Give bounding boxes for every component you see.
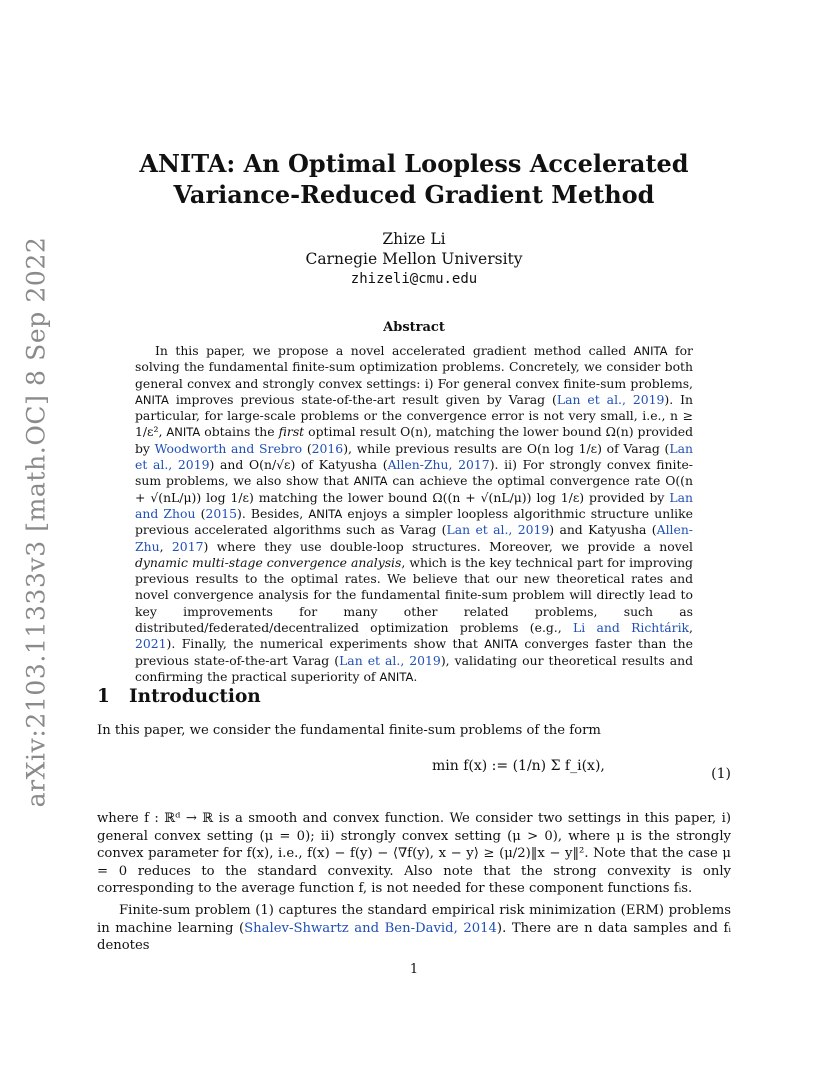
paragraph-text: ). There are n data samples and fᵢ denotes: [97, 920, 732, 953]
abstract-text: obtains the: [200, 424, 279, 440]
emphasis: first: [278, 424, 305, 440]
section-number: 1: [97, 686, 110, 707]
author-affiliation: Carnegie Mellon University: [305, 250, 523, 268]
method-name: ANITA: [633, 344, 668, 358]
method-name: ANITA: [135, 392, 169, 407]
author-name: Zhize Li: [382, 230, 446, 248]
paragraph-text: where f : ℝᵈ → ℝ is a smooth and convex function. We consider two settings in this paper, i) general convex setting (μ = 0); ii) strongly convex setting (μ > 0), where μ is the strongly convex parameter for f(x), i.e., f(x) − f(y) − ⟨∇f(y), x − y⟩ ≥ (μ/2)‖x − y‖². Note that the case μ = 0 reduces to the standard convexity. Also note that the strong convexity is only corresponding to the average function f, is not needed for these component functions fᵢs.: [97, 811, 731, 896]
abstract-text: ) where they use double-loop structures. Moreover, we provide a novel: [203, 538, 693, 554]
abstract-text: ). Finally, the numerical experiments show that: [166, 636, 485, 652]
abstract-text: In this paper, we propose a novel accelerated gradient method called: [155, 343, 634, 358]
abstract-text: optimal result O(n), matching the lower bound Ω(n) provided by: [135, 424, 694, 456]
abstract-text: , while previous results are O(n log 1/ε) of Varag (: [348, 440, 670, 456]
method-name: ANITA: [484, 637, 519, 652]
abstract-text: for solving the fundamental finite-sum optimization problems. Concretely, we consider both general convex and strongly convex settings: i) For general convex finite-sum problems,: [135, 343, 693, 391]
abstract-text: ). Besides,: [237, 505, 309, 521]
method-name: ANITA: [308, 506, 343, 521]
citation-link[interactable]: Allen-Zhu, 2017: [387, 457, 490, 473]
title-line-2: Variance-Reduced Gradient Method: [173, 180, 655, 209]
abstract-text: ). In particular, for large-scale problems or the convergence error is not very small, i.e., n ≥ 1/ε²,: [135, 391, 693, 440]
paragraph-text: [97, 902, 731, 955]
abstract-text: ). ii) For strongly convex finite-sum problems, we also show that: [135, 457, 693, 489]
citation-link[interactable]: Lan et al., 2019: [446, 522, 550, 538]
method-name: ANITA: [166, 425, 201, 440]
section-heading: [97, 686, 261, 707]
paragraph-text: Finite-sum problem (1) captures the standard empirical risk minimization (ERM) problems in machine learning (: [97, 903, 731, 936]
abstract-text: , which is the key technical part for improving previous results to the optimal rates. We believe that our new theoretical rates and novel convergence analysis for the fundamental finite-sum problem will directly lead to key improvements for many other related problems, such as distributed/federated/decentralized optimization problems (e.g.,: [135, 554, 693, 636]
citation-link[interactable]: Shalev-Shwartz and Ben-David, 2014: [244, 920, 497, 936]
arxiv-sidebar-stamp: [12, 236, 60, 808]
citation-year-link[interactable]: 2016: [311, 440, 344, 456]
equation-1: [97, 752, 731, 802]
citation-link[interactable]: Li and Richtárik: [572, 620, 690, 636]
paragraph-text: In this paper, we consider the fundamental finite-sum problems of the form: [97, 723, 601, 738]
citation-link[interactable]: Lan et al., 2019: [556, 391, 665, 407]
citation-link[interactable]: Woodworth and Srebro: [154, 440, 303, 456]
author-block: [0, 229, 828, 289]
citation-link[interactable]: Lan et al., 2019: [135, 440, 693, 473]
title-line-1: ANITA: An Optimal Loopless Accelerated: [139, 149, 689, 178]
abstract-text: improves previous state-of-the-art result given by Varag (: [168, 391, 557, 407]
abstract-body: [135, 343, 693, 685]
abstract-text: enjoys a simpler loopless algorithmic structure unlike previous accelerated algorithms such as Varag (: [135, 505, 693, 538]
author-email: zhizeli@cmu.edu: [350, 271, 478, 287]
method-name: ANITA: [353, 474, 388, 489]
abstract-text: ), validating our theoretical results and confirming the practical superiority of: [135, 652, 694, 684]
equation-expression: min f(x) := (1/n) Σ f_i(x),: [432, 758, 605, 774]
abstract-text: ) and O(n/√ε) of Katyusha (: [209, 457, 388, 473]
abstract-text: converges faster than the previous state-of-the-art Varag (: [135, 636, 693, 668]
section-title: Introduction: [129, 686, 261, 707]
abstract-paragraph: In this paper, we propose a novel accelerated gradient method called ANITA for solving the fundamental finite-sum optimization problems. Concretely, we consider both general convex and strongly convex settings: i) For general convex finite-sum problems, ANITA improves previous state-of-the-art result given by Varag (Lan et al., 2019). In particular, for large-scale problems or the convergence error is not very small, i.e., n ≥ 1/ε², ANITA obtains the first optimal result O(n), matching the lower bound Ω(n) provided by Woodworth and Srebro (2016), while previous results are O(n log 1/ε) of Varag (Lan et al., 2019) and O(n/√ε) of Katyusha (Allen-Zhu, 2017). ii) For strongly convex finite-sum problems, we also show that ANITA can achieve the optimal convergence rate O((n + √(nL/μ)) log 1/ε) matching the lower bound Ω((n + √(nL/μ)) log 1/ε) provided by Lan and Zhou (2015). Besides, ANITA enjoys a simpler loopless algorithmic structure unlike previous accelerated algorithms such as Varag (Lan et al., 2019) and Katyusha (Allen-Zhu, 2017) where they use double-loop structures. Moreover, we provide a novel dynamic multi-stage convergence analysis, which is the key technical part for improving previous results to the optimal rates. We believe that our new theoretical rates and novel convergence analysis for the fundamental finite-sum problem will directly lead to key improvements for many other related problems, such as distributed/federated/decentralized optimization problems (e.g., Li and Richtárik, 2021). Finally, the numerical experiments show that ANITA converges faster than the previous state-of-the-art Varag (Lan et al., 2019), validating our theoretical results and confirming the practical superiority of ANITA.: [135, 343, 694, 684]
abstract-text: ) and Katyusha (: [549, 522, 657, 538]
citation-year-link[interactable]: 2021: [135, 636, 167, 652]
intro-paragraph-1: [97, 722, 731, 740]
intro-paragraph-3: [97, 902, 731, 955]
citation-link[interactable]: Allen-Zhu: [135, 522, 693, 554]
emphasis: dynamic multi-stage convergence analysis: [135, 554, 402, 570]
page-number: 1: [409, 962, 419, 977]
citation-link[interactable]: Lan et al., 2019: [339, 652, 441, 668]
equation-number: (1): [711, 766, 731, 782]
method-name: ANITA: [379, 669, 414, 684]
citation-year-link[interactable]: 2015: [205, 505, 237, 521]
abstract-heading: Abstract: [383, 320, 445, 335]
arxiv-identifier: arXiv:2103.11333v3 [math.OC] 8 Sep 2022: [21, 236, 51, 808]
paper-title: [0, 148, 828, 210]
intro-paragraph-2: [97, 810, 731, 898]
abstract-text: .: [413, 668, 418, 684]
citation-year-link[interactable]: 2017: [171, 538, 204, 554]
abstract-text: can achieve the optimal convergence rate O((n + √(nL/μ)) log 1/ε) matching the lower bound Ω((n + √(nL/μ)) log 1/ε) provided by: [135, 473, 693, 505]
citation-link[interactable]: Lan and Zhou: [135, 489, 693, 521]
